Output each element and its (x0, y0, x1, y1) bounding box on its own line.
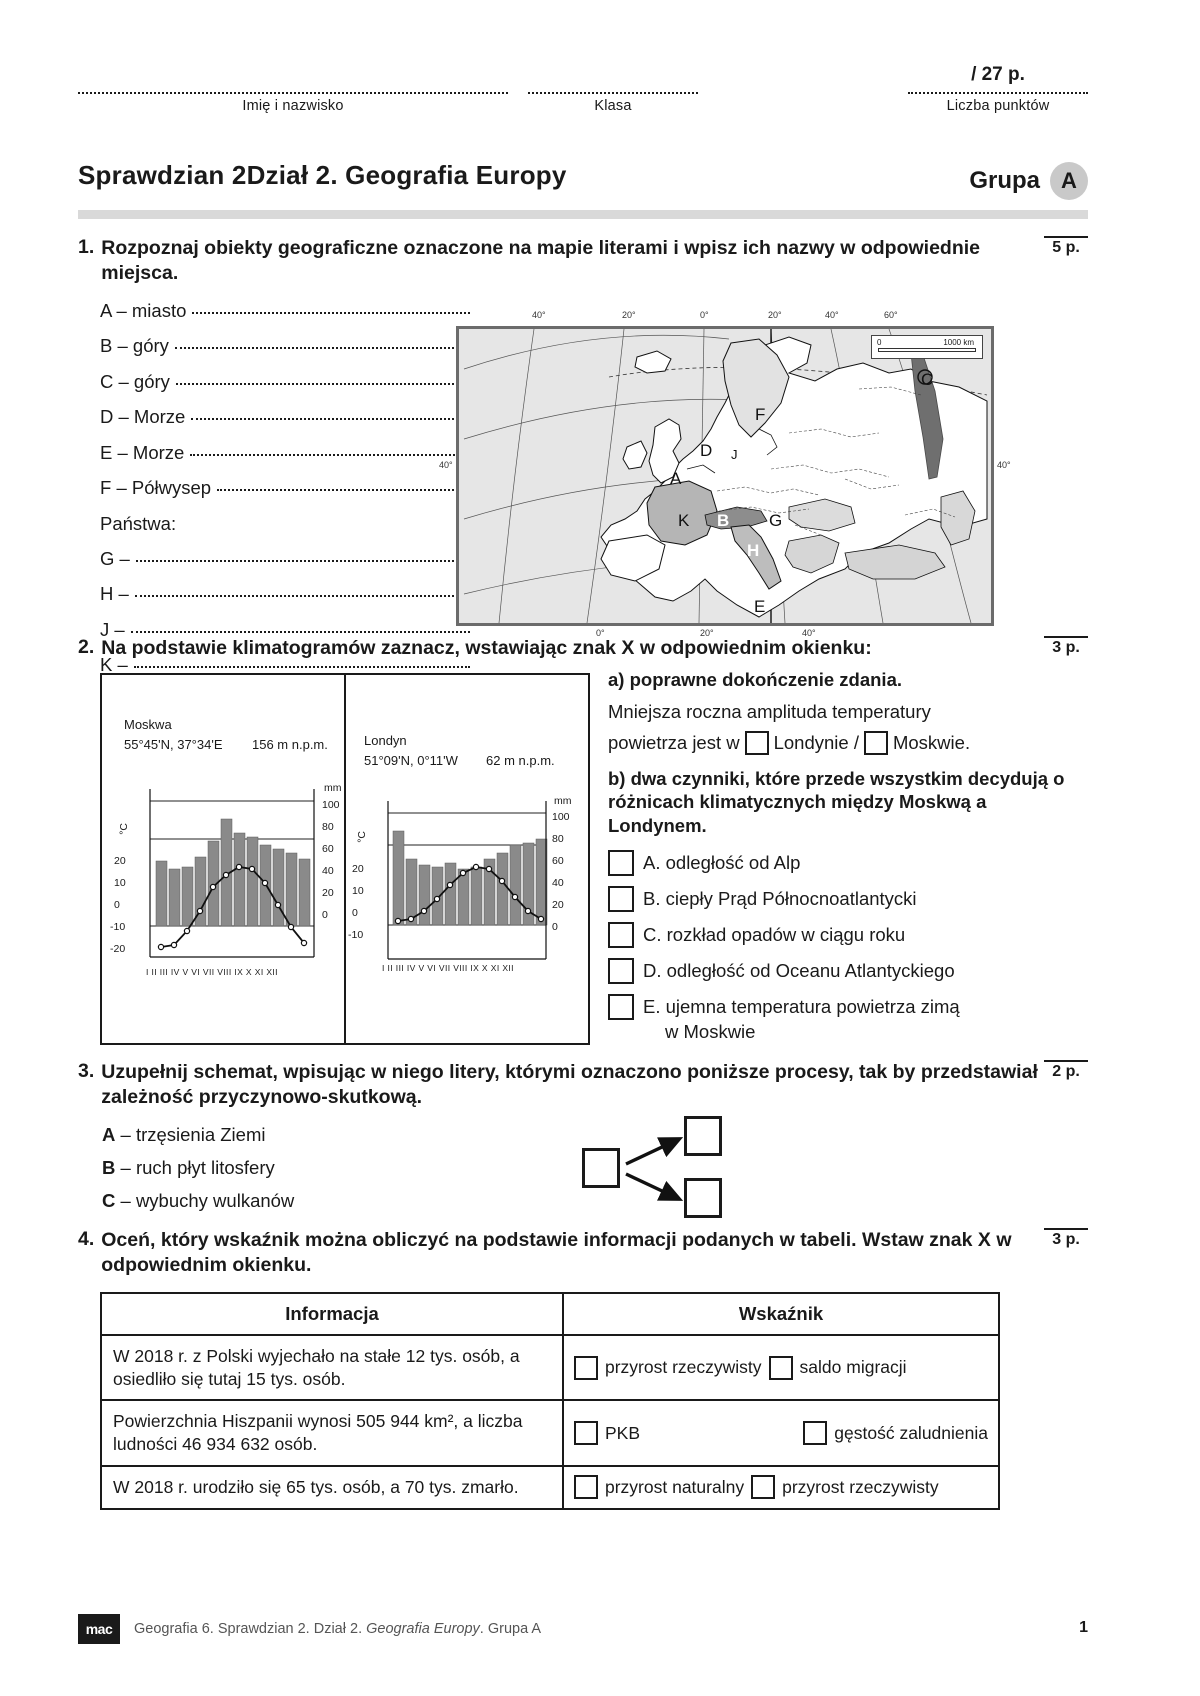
q4-option-label: gęstość zaludnienia (834, 1422, 988, 1443)
map-tick-top: 20° (768, 309, 782, 320)
q1-item-label: J – (100, 618, 125, 640)
q3-points: 2 p. (1044, 1060, 1088, 1081)
climogram-altitude: 156 m n.p.m. (252, 736, 328, 752)
precip-unit-label: mm (324, 781, 342, 794)
q1-item-label: B – góry (100, 335, 169, 357)
q2-option-checkbox-e[interactable] (608, 994, 634, 1020)
points-field (908, 64, 1088, 114)
q2-text: Na podstawie klimatogramów zaznacz, wstawiając znak X w odpowiednim okienku: (101, 637, 872, 659)
q4-option-label: przyrost rzeczywisty (782, 1476, 939, 1497)
q1-answer-row[interactable] (100, 477, 470, 499)
q2-option-checkbox-d[interactable] (608, 958, 634, 984)
month-axis: I II III IV V VI VII VIII IX X XI XII (146, 966, 278, 977)
precip-unit-label: mm (554, 794, 572, 807)
precip-tick: 80 (552, 832, 564, 845)
scale-max: 1000 km (943, 337, 974, 347)
map-label-H: H (747, 540, 760, 560)
climograms-panel (100, 673, 590, 1045)
q2-sentence-prefix: powietrza jest w (608, 731, 740, 753)
q4-option-label: PKB (605, 1422, 641, 1443)
q1-answer-blank[interactable] (135, 595, 470, 597)
q1-answer-row[interactable] (100, 442, 470, 464)
map-tick-bottom: 0° (596, 627, 605, 638)
scale-bar-line (878, 348, 976, 352)
q2-option-label: B. ciepły Prąd Północnoatlantycki (643, 887, 917, 909)
q1-number: 1. (78, 236, 95, 258)
q4-option-label: przyrost naturalny (605, 1476, 745, 1497)
map-tick-left: 40° (439, 459, 453, 470)
map-label-E: E (754, 596, 766, 616)
map-frame (456, 326, 994, 626)
q1-answer-blank[interactable] (136, 560, 470, 562)
q2-option-checkbox-b[interactable] (608, 886, 634, 912)
q2-option-row[interactable] (608, 958, 1088, 984)
precip-tick: 40 (552, 876, 564, 889)
col-informacja: Informacja (101, 1293, 563, 1335)
q3-legend-desc: – ruch płyt litosfery (120, 1156, 275, 1178)
climogram-altitude: 62 m n.p.m. (486, 752, 555, 768)
precip-tick: 60 (322, 842, 334, 855)
group-label: Grupa (969, 167, 1040, 194)
table-row (101, 1400, 999, 1466)
q2-option-checkbox-c[interactable] (608, 922, 634, 948)
q3-legend-row (102, 1124, 294, 1146)
q1-countries-heading (100, 513, 470, 535)
map-tick-top: 40° (532, 309, 546, 320)
climogram-chart (374, 793, 570, 971)
q3-number: 3. (78, 1060, 95, 1082)
q1-item-label: F – Półwysep (100, 477, 212, 499)
q2-checkbox-moskwa[interactable] (864, 731, 888, 755)
map-label-A: A (670, 468, 682, 488)
q2-option-label: D. odległość od Oceanu Atlantyckiego (643, 959, 955, 981)
q4-points: 3 p. (1044, 1228, 1088, 1249)
q1-answer-blank[interactable] (217, 489, 470, 491)
climogram-city: Moskwa (124, 716, 172, 732)
page-number: 1 (1079, 1619, 1088, 1636)
q2-option-row[interactable] (608, 886, 1088, 912)
col-wskaznik: Wskaźnik (563, 1293, 999, 1335)
temp-unit-label: °C (118, 822, 130, 835)
temp-tick: 20 (352, 862, 364, 875)
month-axis: I II III IV V VI VII VIII IX X XI XII (382, 962, 514, 973)
table-row (101, 1335, 999, 1401)
q2-option-checkbox-a[interactable] (608, 850, 634, 876)
points-total: / 27 p. (971, 64, 1025, 85)
title-divider-band (78, 210, 1088, 219)
q2-option-label-cont: w Moskwie (665, 1020, 756, 1042)
q3-legend-desc: – wybuchy wulkanów (120, 1189, 295, 1211)
q1-item-label: D – Morze (100, 406, 186, 428)
q4-checkbox-r2c2[interactable] (803, 1421, 827, 1445)
q1-item-label: A – miasto (100, 299, 187, 321)
temp-unit-label: °C (356, 830, 368, 843)
map-tick-bottom: 20° (700, 627, 714, 638)
group-badge: A (1050, 162, 1088, 200)
points-label: Liczba punktów (946, 98, 1050, 114)
q4-option-label: saldo migracji (799, 1357, 907, 1378)
q1-item-label: H – (100, 583, 129, 605)
q1-answer-blank[interactable] (191, 418, 470, 420)
map-label-J: J (731, 446, 738, 462)
q4-checkbox-r3c1[interactable] (574, 1475, 598, 1499)
q2-option-row[interactable] (608, 994, 1088, 1045)
q1-item-label: G – (100, 547, 130, 569)
question-3 (78, 1060, 1088, 1232)
q1-answer-row[interactable] (100, 335, 470, 357)
q1-answer-row[interactable] (100, 300, 470, 322)
q3-diagram (578, 1116, 728, 1221)
q2-option-moskwa: Moskwie. (892, 731, 971, 753)
map-tick-right: 40° (997, 459, 1011, 470)
precip-tick: 40 (322, 864, 334, 877)
precip-tick: 0 (322, 908, 328, 921)
q2-right-column (608, 669, 1088, 1055)
map-label-D: D (700, 440, 713, 460)
q3-legend-letter: B (102, 1156, 116, 1178)
q2-option-label: E. ujemna temperatura powietrza zimą (643, 995, 960, 1017)
test-title: Sprawdzian 2 (78, 160, 247, 190)
q1-answer-row[interactable] (100, 371, 470, 393)
climogram-londyn (346, 675, 588, 1043)
map-tick-top: 20° (622, 309, 636, 320)
map-tick-top: 0° (700, 309, 709, 320)
q3-legend (102, 1124, 294, 1223)
name-field[interactable] (78, 92, 508, 114)
q3-legend-letter: A (102, 1123, 116, 1145)
q2-sentence-line1: Mniejsza roczna amplituda temperatury (608, 700, 931, 722)
q1-points: 5 p. (1044, 236, 1088, 257)
q2-option-label: A. odległość od Alp (643, 851, 801, 873)
q4-option-label: przyrost rzeczywisty (605, 1357, 762, 1378)
section-title: Dział 2. Geografia Europy (246, 160, 567, 190)
q1-answer-blank[interactable] (192, 312, 470, 314)
q2-checkbox-londyn[interactable] (745, 731, 769, 755)
footer-text-1: Geografia 6. Sprawdzian 2. Dział 2. (134, 1621, 367, 1637)
title-row (78, 160, 1088, 202)
q3-legend-row (102, 1190, 294, 1212)
q2-option-row[interactable] (608, 850, 1088, 876)
scale-zero: 0 (877, 337, 882, 347)
row-indicators (563, 1466, 999, 1509)
q1-item-label: E – Morze (100, 441, 185, 463)
temp-tick: 0 (352, 906, 358, 919)
name-label: Imię i nazwisko (242, 98, 344, 114)
row-indicators (563, 1400, 999, 1466)
q1-answer-blank[interactable] (175, 347, 470, 349)
climogram-city: Londyn (364, 732, 407, 748)
q1-item-label: C – góry (100, 370, 170, 392)
q2-sentence-line2 (608, 731, 1088, 755)
map-label-C: C (921, 369, 934, 389)
map-label-K: K (678, 510, 690, 530)
temp-tick: 20 (114, 854, 126, 867)
row-indicators (563, 1335, 999, 1401)
mac-logo: mac (78, 1614, 120, 1644)
row-info: Powierzchnia Hiszpanii wynosi 505 944 km², a liczba ludności 46 934 632 osób. (101, 1400, 563, 1466)
q1-answer-row[interactable] (100, 583, 470, 605)
footer-text-italic: Geografia Europy (366, 1621, 480, 1637)
question-4 (78, 1228, 1088, 1510)
q3-text: Uzupełnij schemat, wpisując w niego litery, którymi oznaczono poniższe procesy, tak by przedstawiał zależność przyczynowo-skutkową. (101, 1061, 1038, 1108)
climogram-moskwa (102, 675, 346, 1043)
climogram-coords: 55°45'N, 37°34'E (124, 736, 223, 752)
q3-legend-desc: – trzęsienia Ziemi (120, 1123, 266, 1145)
map-label-G: G (769, 510, 783, 530)
q2-sub-a: a) poprawne dokończenie zdania. (608, 668, 902, 690)
footer-text-2: . Grupa A (479, 1621, 542, 1637)
temp-tick: -10 (348, 928, 364, 941)
temp-tick: 0 (114, 898, 120, 911)
temp-tick: -10 (110, 920, 126, 933)
q2-points: 3 p. (1044, 636, 1088, 657)
precip-tick: 0 (552, 920, 558, 933)
q4-checkbox-r1c2[interactable] (769, 1356, 793, 1380)
map-label-B: B (717, 510, 730, 530)
table-row (101, 1466, 999, 1509)
q2-number: 2. (78, 636, 95, 658)
precip-tick: 100 (322, 798, 340, 811)
q2-option-londyn: Londynie / (773, 731, 859, 753)
climogram-chart (136, 779, 336, 969)
map-tick-top: 40° (825, 309, 839, 320)
header-fields (78, 58, 1088, 118)
q2-option-label: C. rozkład opadów w ciągu roku (643, 923, 906, 945)
q3-legend-letter: C (102, 1189, 116, 1211)
q3-legend-row (102, 1157, 294, 1179)
temp-tick: 10 (114, 876, 126, 889)
row-info: W 2018 r. urodziło się 65 tys. osób, a 70 tys. zmarło. (101, 1466, 563, 1509)
footer-text (134, 1621, 541, 1637)
question-2 (78, 636, 1088, 1063)
q1-answer-blank[interactable] (176, 383, 470, 385)
q2-option-row[interactable] (608, 922, 1088, 948)
q4-number: 4. (78, 1228, 95, 1250)
q4-checkbox-r2c1[interactable] (574, 1421, 598, 1445)
table-header-row (101, 1293, 999, 1335)
q2-option-label-wrap (643, 994, 960, 1045)
q4-table (100, 1292, 1000, 1510)
precip-tick: 100 (552, 810, 570, 823)
class-field[interactable] (528, 92, 698, 114)
temp-tick: 10 (352, 884, 364, 897)
europe-map (439, 308, 1011, 638)
q1-answer-row[interactable] (100, 548, 470, 570)
q4-checkbox-r3c2[interactable] (751, 1475, 775, 1499)
climogram-coords: 51°09'N, 0°11'W (364, 752, 458, 768)
q4-text: Oceń, który wskaźnik można obliczyć na podstawie informacji podanych w tabeli. Wstaw znak X w odpowiednim okienku. (101, 1229, 1012, 1276)
temp-tick: -20 (110, 942, 126, 955)
q2-sub-b: b) dwa czynniki, które przede wszystkim decydują o różnicach klimatycznych między Moskwą a Londynem. (608, 767, 1065, 836)
group-indicator (969, 162, 1088, 200)
map-graphic (459, 329, 991, 623)
q3-arrows (578, 1116, 728, 1221)
q1-text: Rozpoznaj obiekty geograficzne oznaczone na mapie literami i wpisz ich nazwy w odpowiednie miejsca. (101, 237, 981, 284)
page-footer (78, 1614, 1088, 1648)
q1-answer-row[interactable] (100, 406, 470, 428)
q1-answer-blank[interactable] (131, 631, 470, 633)
map-label-F: F (755, 404, 766, 424)
q1-answer-blank[interactable] (190, 454, 470, 456)
precip-tick: 80 (322, 820, 334, 833)
q1-answer-list (100, 300, 470, 690)
row-info: W 2018 r. z Polski wyjechało na stałe 12 tys. osób, a osiedliło się tutaj 15 tys. osób. (101, 1335, 563, 1401)
precip-tick: 20 (552, 898, 564, 911)
q4-checkbox-r1c1[interactable] (574, 1356, 598, 1380)
q1-countries-label: Państwa: (100, 512, 177, 534)
q2-options-list (608, 850, 1088, 1045)
precip-tick: 60 (552, 854, 564, 867)
map-tick-top: 60° (884, 309, 898, 320)
map-scale-bar (871, 335, 983, 359)
map-tick-bottom: 40° (802, 627, 816, 638)
q1-item-label: K – (100, 654, 128, 676)
precip-tick: 20 (322, 886, 334, 899)
class-label: Klasa (594, 98, 632, 114)
